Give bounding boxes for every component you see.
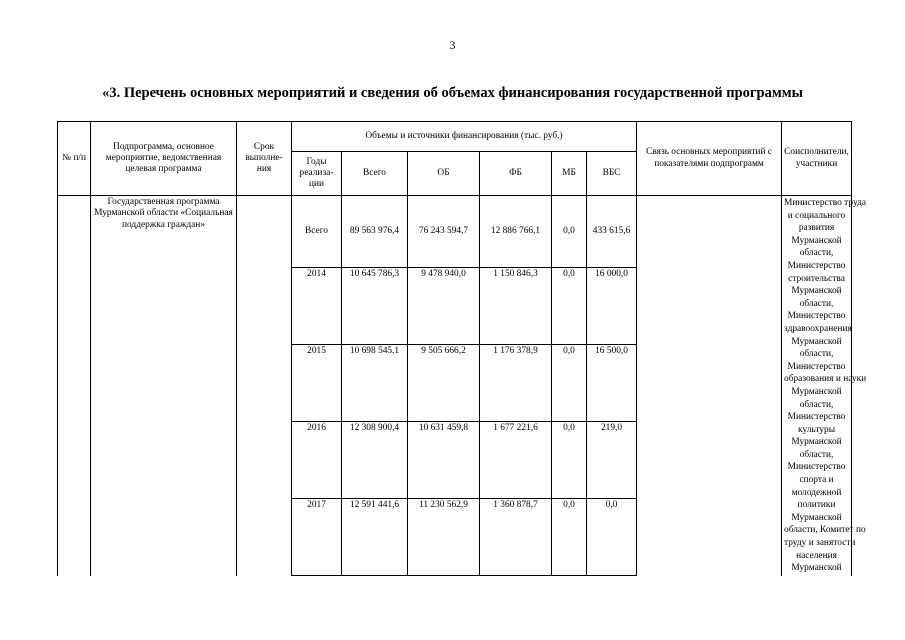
coexecutor-line: Министерство	[787, 311, 846, 322]
coexecutor-line: Мурманской	[791, 286, 842, 297]
coexecutor-line: области,	[799, 399, 834, 410]
ob-cell: 10 631 459,8	[408, 422, 480, 499]
mb-cell: 0,0	[552, 422, 587, 499]
table-row	[58, 196, 852, 268]
coexecutor-line: здравоохранения	[784, 323, 852, 334]
link-cell	[637, 196, 782, 576]
coexecutor-line: области, Комитет по	[784, 525, 866, 536]
total-cell: 10 698 545,1	[342, 345, 408, 422]
section-title: «3. Перечень основных мероприятий и сведения об объемах финансирования государственной программы	[102, 85, 803, 101]
year-cell: 2014	[292, 268, 342, 345]
total-cell: 10 645 786,3	[342, 268, 408, 345]
fb-cell: 1 176 378,9	[480, 345, 552, 422]
coexecutors-list	[784, 197, 867, 575]
coexecutor-line: спорта и	[799, 475, 834, 486]
header-fb: ФБ	[480, 152, 552, 196]
coexecutor-line: области,	[799, 449, 834, 460]
coexecutors-cell	[782, 196, 867, 576]
mb-cell: 0,0	[552, 268, 587, 345]
year-cell: 2016	[292, 422, 342, 499]
year-cell: Всего	[292, 196, 342, 268]
fb-cell: 12 886 766,1	[480, 196, 552, 268]
header-subprogram: Подпрограмма, основное мероприятие, ведомственная целевая программа	[91, 122, 237, 196]
row-number-cell	[58, 196, 91, 576]
coexecutor-line: Мурманской	[791, 563, 842, 574]
header-num: № п/п	[58, 122, 91, 196]
header-years: Годы реализа-ции	[292, 152, 342, 196]
ob-cell: 11 230 562,9	[408, 499, 480, 576]
coexecutor-line: и социального	[787, 210, 846, 221]
total-cell: 12 308 900,4	[342, 422, 408, 499]
coexecutor-line: населения	[796, 550, 837, 561]
header-coexecutors: Соисполнители, участники	[782, 122, 852, 196]
mb-cell: 0,0	[552, 196, 587, 268]
coexecutor-line: Мурманской	[791, 512, 842, 523]
year-cell: 2015	[292, 345, 342, 422]
coexecutor-line: Министерство труда	[784, 198, 866, 208]
vbs-cell: 16 000,0	[587, 268, 637, 345]
mb-cell: 0,0	[552, 345, 587, 422]
header-link: Связь основных мероприятий с показателями подпрограмм	[637, 122, 782, 196]
coexecutor-line: области,	[799, 248, 834, 259]
coexecutor-line: политики	[797, 500, 836, 511]
header-financing: Объемы и источники финансирования (тыс. руб.)	[292, 122, 637, 152]
coexecutor-line: труду и занятости	[784, 538, 856, 549]
coexecutor-line: Мурманской	[791, 386, 842, 397]
program-name: Государственная программа Мурманской области «Социальная поддержка граждан»	[91, 196, 237, 576]
mb-cell: 0,0	[552, 499, 587, 576]
coexecutor-line: Министерство	[787, 361, 846, 372]
coexecutor-line: Мурманской	[791, 437, 842, 448]
coexecutor-line: строительства	[788, 273, 845, 284]
coexecutor-line: области,	[799, 349, 834, 360]
fb-cell: 1 677 221,6	[480, 422, 552, 499]
header-ob: ОБ	[408, 152, 480, 196]
financing-table	[57, 121, 867, 576]
coexecutor-line: развития	[798, 223, 835, 234]
header-term: Срок выполне-ния	[237, 122, 292, 196]
coexecutor-line: образования и науки	[784, 374, 867, 385]
year-cell: 2017	[292, 499, 342, 576]
coexecutor-line: области,	[799, 298, 834, 309]
fb-cell: 1 150 846,3	[480, 268, 552, 345]
coexecutor-line: Министерство	[787, 412, 846, 423]
coexecutor-line: Министерство	[787, 260, 846, 271]
coexecutor-line: Министерство	[787, 462, 846, 473]
total-cell: 12 591 441,6	[342, 499, 408, 576]
coexecutor-line: культуры	[798, 424, 835, 435]
header-mb: МБ	[552, 152, 587, 196]
term-cell	[237, 196, 292, 576]
coexecutor-line: Мурманской	[791, 235, 842, 246]
vbs-cell: 0,0	[587, 499, 637, 576]
vbs-cell: 16 500,0	[587, 345, 637, 422]
ob-cell: 9 478 940,0	[408, 268, 480, 345]
coexecutor-line: молодежной	[791, 487, 842, 498]
ob-cell: 9 505 666,2	[408, 345, 480, 422]
total-cell: 89 563 976,4	[342, 196, 408, 268]
vbs-cell: 433 615,6	[587, 196, 637, 268]
page-number: 3	[449, 38, 456, 52]
vbs-cell: 219,0	[587, 422, 637, 499]
fb-cell: 1 360 878,7	[480, 499, 552, 576]
coexecutor-line: Мурманской	[791, 336, 842, 347]
ob-cell: 76 243 594,7	[408, 196, 480, 268]
header-vbs: ВБС	[587, 152, 637, 196]
header-total: Всего	[342, 152, 408, 196]
